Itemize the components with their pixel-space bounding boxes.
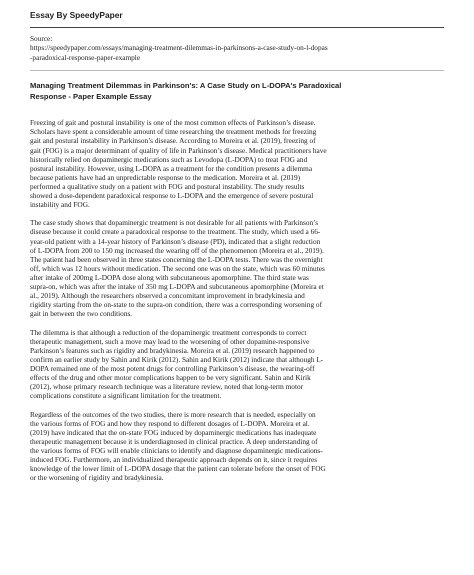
paragraph-line: the various forms of FOG will enable clinicians to identify and diagnose dopaminergic medications- — [30, 445, 323, 455]
paragraph-line: therapeutic management because it is underdiagnosed in clinical practice. A deep understanding of — [30, 436, 318, 446]
paragraph-line: Regardless of the outcomes of the two studies, there is more research that is needed, especially on — [30, 409, 316, 419]
paragraph-line: the various forms of FOG and how they respond to different dosages of L-DOPA. Moreira et al. — [30, 418, 310, 428]
paragraph-line: gait and postural instability in Parkinson’s disease. According to Moreira et al. (2019), freezing of — [30, 136, 316, 146]
paragraph-line: knowledge of the lower limit of L-DOPA dosage that the patient can tolerate before the onset of FOG — [30, 464, 326, 474]
paragraph-line: complications constitute a significant limitation for the treatment. — [30, 391, 222, 401]
paragraph-line: al., 2019). Although the researchers observed a concomitant improvement in bradykinesia and — [30, 291, 305, 301]
paragraph-line: induced FOG. Furthermore, an individualized therapeutic approach depends on it, since it requires — [30, 454, 318, 464]
paragraph-line: (2012), whose primary research technique was a literature review, noted that long-term motor — [30, 382, 304, 392]
paragraph-line: effects of the drug and other motor complications happen to be very significant. Sahin and Kirik — [30, 373, 311, 383]
paragraph-line: confirm an earlier study by Sahin and Kirik (2012). Sahin and Kirik (2012) indicate that although L- — [30, 354, 324, 364]
paragraph-line: postural instability. However, using L-DOPA as a treatment for the condition presents a dilemma — [30, 163, 313, 173]
essay-title — [30, 81, 444, 102]
paragraph-line: The patient had been observed in three states concerning the L-DOPA tests. There was the overnight — [30, 254, 323, 264]
source-block — [30, 34, 444, 62]
essay-title-line-1: Managing Treatment Dilemmas in Parkinson's: A Case Study on L-DOPA's Paradoxical — [30, 81, 342, 91]
header-divider — [30, 27, 444, 28]
paragraph-line: rigidity starting from the on-state to the supra-on condition, there was a corresponding worsening of — [30, 300, 323, 310]
paragraph-line: instability and FOG. — [30, 200, 90, 210]
paragraph-line: showed a dose-dependent paradoxical response to L-DOPA and the emergence of severe postural — [30, 190, 314, 200]
paragraph-line: historically relied on dopaminergic medications such as Levodopa (L-DOPA) to treat FOG and — [30, 154, 308, 164]
source-url-line-1[interactable]: https://speedypaper.com/essays/managing-treatment-dilemmas-in-parkinsons-a-case-study-on-l-dopas — [30, 43, 328, 53]
source-label: Source: — [30, 34, 53, 43]
paragraph-line: therapeutic management, such a move may lead to the worsening of other dopamine-responsive — [30, 336, 310, 346]
paragraph-line: after intake of 200mg L-DOPA dose along with subcutaneous apomorphine. The third state was — [30, 272, 309, 282]
essay-paragraph — [30, 218, 444, 318]
paragraph-line: Freezing of gait and postural instability is one of the most common effects of Parkinson’s disease. — [30, 118, 316, 128]
paragraph-line: The dilemma is that although a reduction of the dopaminergic treatment corresponds to correct — [30, 327, 307, 337]
source-url-line-2[interactable]: -paradoxical-response-paper-example — [30, 52, 141, 62]
paragraph-line: of L-DOPA from 200 to 150 mg increased the wearing off of the phenomenon (Moreira et al., 2019). — [30, 245, 324, 255]
essay-paragraph — [30, 118, 444, 209]
paragraph-line: or the worsening of rigidity and bradykinesia. — [30, 473, 164, 483]
paragraph-line: DOPA remained one of the most potent drugs for controlling Parkinson’s disease, the wearing-off — [30, 363, 315, 373]
paragraph-line: Scholars have spent a considerable amount of time researching the treatment methods for freezing — [30, 127, 317, 137]
paragraph-line: gait (FOG) is a major determinant of quality of life in Parkinson’s disease. Medical practitioners have — [30, 145, 327, 155]
essay-body — [30, 118, 444, 482]
paragraph-line: off, which was 12 hours without medication. The second one was on the state, which was 60 minutes — [30, 263, 325, 273]
essay-paragraph — [30, 410, 444, 483]
paragraph-line: because patients have had an unpredictable response to the medication. Moreira et al. (2019) — [30, 172, 301, 182]
paragraph-line: gait in between the two conditions. — [30, 309, 133, 319]
paragraph-line: performed a qualitative study on a patient with FOG and postural instability. The study results — [30, 181, 305, 191]
paragraph-line: The case study shows that dopaminergic treatment is not desirable for all patients with Parkinson’s — [30, 218, 319, 228]
source-divider — [30, 70, 444, 71]
header-title: Essay By SpeedyPaper — [30, 10, 123, 20]
paragraph-line: Parkinson’s features such as rigidity and bradykinesia. Moreira et al. (2019) research happened to — [30, 345, 315, 355]
essay-title-line-2: Response - Paper Example Essay — [30, 91, 152, 101]
paragraph-line: year-old patient with a 14-year history of Parkinson’s disease (PD), indicated that a slight reduction — [30, 236, 321, 246]
paragraph-line: disease because it could create a paradoxical response to the treatment. The study, which used a 66- — [30, 227, 321, 237]
paragraph-line: (2019) have indicated that the on-state FOG induced by dopaminergic medications has inadequate — [30, 427, 317, 437]
essay-paragraph — [30, 328, 444, 401]
paragraph-line: supra-on, which was after the intake of 350 mg L-DOPA and subcutaneous apomorphine (Moreira et — [30, 282, 324, 291]
